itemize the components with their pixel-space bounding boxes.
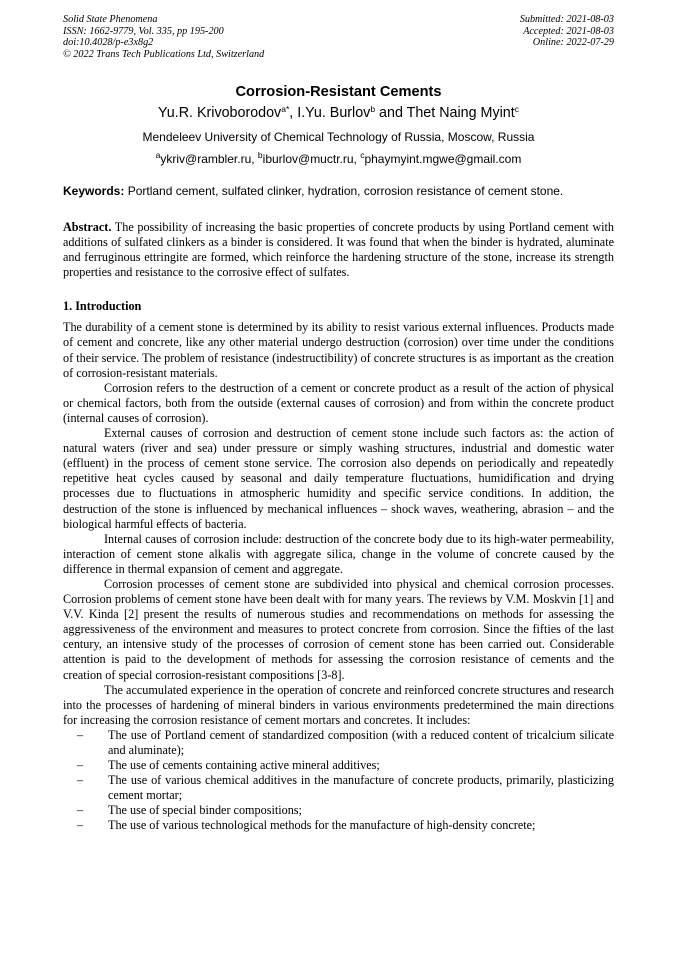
copyright: © 2022 Trans Tech Publications Ltd, Switzerland [63,48,265,60]
paper-title: Corrosion-Resistant Cements [235,84,442,100]
issn-volume: ISSN: 1662-9779, Vol. 335, pp 195-200 [63,25,224,37]
email-list: $^a$ykriv@rambler.ru, $^b$iburlov@muctr.ru, $^c$phaymyint.mgwe@gmail.com [155,150,522,166]
list-item [63,773,614,803]
list-item-text: The use of Portland cement of standardized composition (with a reduced content of tricalcium silicate and aluminate); [108,727,614,757]
list-item [63,803,614,818]
list-item [63,818,614,833]
body-text [63,320,614,833]
author-list [63,104,614,122]
body-paragraph: External causes of corrosion and destruction of cement stone include such factors as: the action of natural waters (river and sea) under pressure or simply washing structures, industrial and domestic water (effluent) in the process of cement stone service. The corrosion also depends on periodically and repeatedly repetitive heat cycles caused by seasonal and daily temperature fluctuations, humidification and drying processes due to fluctuations in atmospheric humidity and specific service conditions. In addition, the destruction of the stone is influenced by mechanical influences – shock waves, weathering, abrasion – and the biological harmful effects of bacteria. [63,426,614,531]
email-marker: b [257,150,263,160]
measures-list [63,728,614,834]
email-address[interactable]: iburlov@muctr.ru [262,152,354,166]
body-paragraph: Internal causes of corrosion include: destruction of the concrete body due to its high-water permeability, interaction of cement stone alkalis with aggregate silica, change in the volume of concrete caused by the difference in thermal expansion of cement and aggregate. [63,531,614,576]
author-name: Yu.R. Krivoborodov [158,105,282,121]
list-item-text: The use of cements containing active mineral additives; [108,758,380,773]
email-marker: c [360,150,365,160]
submitted-date: Submitted: 2021-08-03 [519,14,614,25]
author-affil-marker: c [514,104,519,114]
body-paragraph: Corrosion refers to the destruction of a cement or concrete product as a result of the action of physical or chemical factors, both from the outside (external causes of corrosion) and from within the concrete product (internal causes of corrosion). [63,380,614,425]
list-dash: – [77,818,84,833]
list-item-text: The use of special binder compositions; [108,803,302,818]
list-item-text: The use of various chemical additives in the manufacture of concrete products, primarily, plasticizing cement mortar; [108,773,614,803]
author-affil-marker: a* [281,104,290,114]
keywords-label: Keywords: [63,184,125,198]
publication-header [63,14,614,64]
dates-info [520,14,614,49]
section-heading: 1. Introduction [63,299,142,314]
body-paragraph: The durability of a cement stone is determined by its ability to resist various external influences. Products made of cement and concrete, like any other material undergo destruction (corrosion) over time under the conditions of their service. The problem of resistance (indestructibility) of concrete structures is as important as the creation of corrosion-resistant materials. [63,320,614,380]
list-item [63,728,614,758]
abstract-text: The possibility of increasing the basic properties of concrete products by using Portland cement with additions of sulfated clinkers as a binder is considered. It was found that when the binder is hydrated, aluminate and ferruginous ettringite are formed, which reinforce the hardening structure of the stone, increase its strength properties and resistance to the corrosive effect of sulfates. [63,220,614,280]
accepted-date: Accepted: 2021-08-03 [523,25,614,37]
author-affil-marker: b [370,104,376,114]
list-dash: – [77,727,84,742]
list-item [63,758,614,773]
list-item-text: The use of various technological methods for the manufacture of high-density concrete; [108,818,536,833]
online-date: Online: 2022-07-29 [532,37,614,49]
doi: doi:10.4028/p-e3x8g2 [63,37,154,49]
email-marker: a [155,150,161,160]
author-separator: , [289,105,298,121]
body-paragraph: Corrosion processes of cement stone are subdivided into physical and chemical corrosion processes. Corrosion problems of cement stone have been dealt with for many years. The reviews by V.M. Moskvin [1] and V.V. Kinda [2] present the results of numerous studies and recommendations on methods for assessing the aggressiveness of the environment and measures to protect concrete from corrosion. Since the fifties of the last century, an intensive study of the processes of corrosion of cement stone has been carried out. Considerable attention is paid to the development of methods for assessing the corrosion resistance of cements and the creation of special corrosion-resistant compositions [3-8]. [63,576,614,682]
list-dash: – [77,773,84,788]
paper-page [63,14,614,834]
keywords-text: Portland cement, sulfated clinker, hydration, corrosion resistance of cement stone. [127,184,564,198]
email-address[interactable]: phaymyint.mgwe@gmail.com [364,152,522,166]
author-name: Thet Naing Myint [406,105,515,121]
list-dash: – [77,803,84,818]
body-paragraph: The accumulated experience in the operation of concrete and reinforced concrete structures and research into the processes of hardening of mineral binders in various environments predetermined the main directions for increasing the corrosion resistance of cement mortars and concretes. It includes: [63,682,614,727]
abstract [63,220,614,280]
list-dash: – [77,758,84,773]
author-name: I.Yu. Burlov [297,105,371,121]
email-address[interactable]: ykriv@rambler.ru [160,152,252,166]
affiliation: Mendeleev University of Chemical Technology of Russia, Moscow, Russia [142,130,535,144]
journal-info [63,14,264,60]
author-separator: and [375,105,407,121]
abstract-label: Abstract. [63,220,112,234]
keywords [63,184,614,199]
journal-name: Solid State Phenomena [63,14,158,25]
